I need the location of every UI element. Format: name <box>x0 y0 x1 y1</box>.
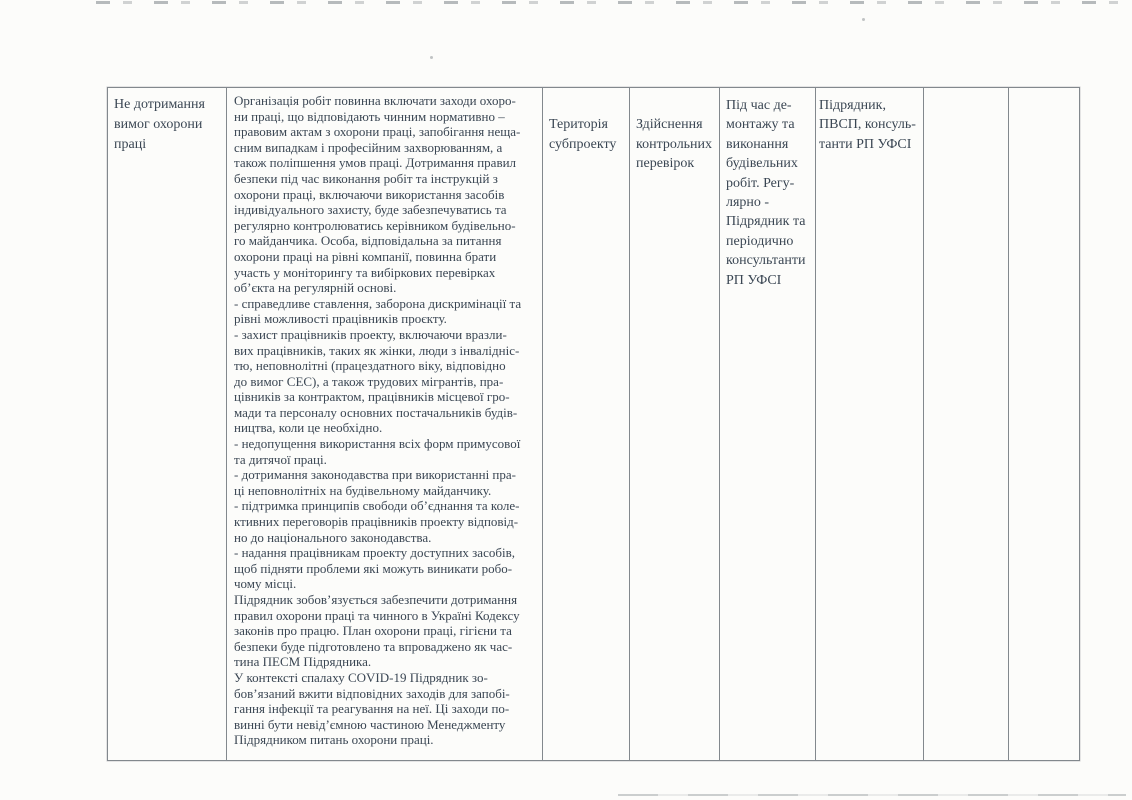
text-line: охорони праці на рівні компанії, повинна брати <box>234 248 497 264</box>
text-line: го майданчика. Особа, відповідальна за питання <box>234 233 502 249</box>
text-line: Організація робіт повинна включати заходи охоро- <box>234 93 516 108</box>
text-line: участь у моніторингу та вибіркових перевірках <box>234 264 496 280</box>
text-line: контрольних <box>636 136 713 152</box>
text-line: - надання працівникам проекту доступних засобів, <box>234 545 515 561</box>
text-line: правовим актам з охорони праці, запобігання неща- <box>234 124 521 140</box>
text-line: Не дотримання <box>114 97 205 112</box>
text-line: вимог охорони <box>114 117 203 132</box>
text-line: безпеки під час виконання робіт та інструкцій з <box>234 170 498 186</box>
text-line: тина ПЕСМ Підрядника. <box>234 654 372 670</box>
text-line: Здійснення <box>636 117 703 132</box>
text-line: консультанти <box>726 253 806 269</box>
text-line: перевірок <box>636 156 695 171</box>
text-line: субпроекту <box>549 136 617 152</box>
table-cell-timing <box>720 88 816 760</box>
text-line: правил охорони праці та чинного в Україні Кодексу <box>234 607 520 623</box>
text-line: РП УФСІ <box>726 272 782 288</box>
table-cell-mitigation-measures <box>227 88 543 760</box>
scan-artifact-speck <box>430 56 433 59</box>
text-line: законів про працю. План охорони праці, гігієни та <box>234 623 512 639</box>
text-line: та дитячої праці. <box>234 451 327 467</box>
text-line: безпеки буде підготовлено та впроваджено як час- <box>234 638 513 654</box>
risk-mitigation-table <box>107 87 1080 761</box>
text-line: ни праці, що відповідають чинним нормативно – <box>234 108 505 124</box>
text-line: будівельних <box>726 156 798 172</box>
text-line: сним випадкам і професійним захворюванням, а <box>234 139 503 155</box>
text-line: також поліпшення умов праці. Дотримання правил <box>234 155 517 171</box>
text-line: - підтримка принципів свободи об’єднання та коле- <box>234 498 520 514</box>
text-line: чому місці. <box>234 576 297 592</box>
text-line: праці <box>114 137 147 152</box>
text-line: ктивних переговорів працівників проекту відповід- <box>234 514 519 530</box>
scan-artifact-bottom-smudge <box>618 794 1126 796</box>
text-line: винні бути невід’ємною частиною Менеджменту <box>234 716 506 732</box>
text-line: індивідуального захисту, буде забезпечуватись та <box>234 202 507 218</box>
text-line: гання інфекції та реагування на неї. Ці заходи по- <box>234 701 510 717</box>
text-line: рівні можливості працівників проєкту. <box>234 311 447 327</box>
text-line: Підрядник, <box>819 98 886 113</box>
scan-artifact-top-dashes <box>96 1 1132 4</box>
text-line: виконання <box>726 136 789 152</box>
text-line: Територія <box>549 117 608 132</box>
text-line: робіт. Регу- <box>726 175 795 191</box>
text-line: Підрядник та <box>726 214 806 230</box>
text-line: цівників за контрактом, працівників місцевої гро- <box>234 389 510 405</box>
table-cell-empty-1 <box>924 88 1009 760</box>
text-line: - справедливе ставлення, заборона дискримінації та <box>234 295 522 311</box>
text-line: Під час де- <box>726 98 792 113</box>
text-line: Підрядник зобов’язується забезпечити дотримання <box>234 592 518 607</box>
text-line: об’єкта на регулярній основі. <box>234 280 397 296</box>
text-line: У контексті спалаху COVID-19 Підрядник зо- <box>234 669 488 685</box>
table-cell-monitoring <box>630 88 720 760</box>
text-line: но до національного законодавства. <box>234 529 432 545</box>
text-line: регулярно контролюватись керівником будівельно- <box>234 217 516 233</box>
text-line: періодично <box>726 233 794 249</box>
text-line: - дотримання законодавства при використанні пра- <box>234 467 516 483</box>
table-cell-territory <box>543 88 630 760</box>
text-line: до вимог СЕС), а також трудових мігрантів, пра- <box>234 373 504 389</box>
text-line: ці неповнолітніх на будівельному майданчику. <box>234 482 492 498</box>
text-line: монтажу та <box>726 117 795 133</box>
text-line: охорони праці, включаючи використання засобів <box>234 186 505 202</box>
text-line: танти РП УФСІ <box>819 136 912 152</box>
text-line: ПВСП, консуль- <box>819 117 916 133</box>
text-line: Підрядником питань охорони праці. <box>234 732 434 748</box>
text-line: вих працівників, таких як жінки, люди з інвалідніс- <box>234 342 520 358</box>
scan-artifact-speck <box>862 18 865 21</box>
text-line: ництва, коли це необхідно. <box>234 420 383 436</box>
table-cell-responsible <box>816 88 924 760</box>
text-line: щоб підняти проблеми які можуть виникати робо- <box>234 560 513 576</box>
text-line: мади та персоналу основних постачальників будів- <box>234 404 518 420</box>
table-cell-empty-2 <box>1009 88 1079 760</box>
table-cell-risk <box>108 88 227 760</box>
text-line: лярно - <box>726 195 770 211</box>
text-line: - захист працівників проекту, включаючи вразли- <box>234 326 507 342</box>
text-line: - недопущення використання всіх форм примусової <box>234 436 521 452</box>
text-line: тю, неповнолітні (працездатного віку, відповідно <box>234 358 506 374</box>
text-line: бов’язаний вжити відповідних заходів для запобі- <box>234 685 510 701</box>
